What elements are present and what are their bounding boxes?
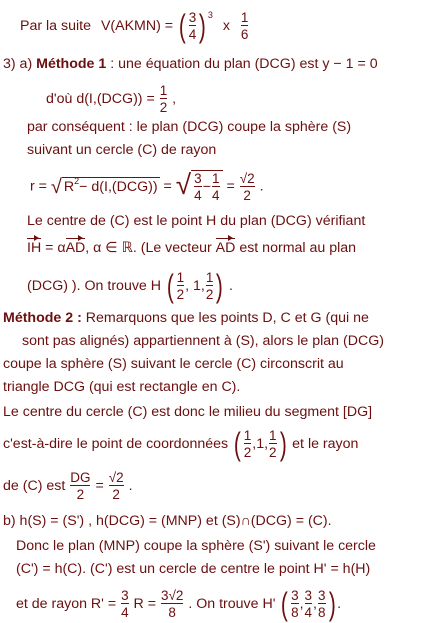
line-04: par conséquent : le plan (DCG) coupe la sphère (S) [27,119,352,135]
text: d'où d(I,(DCG)) = [46,90,155,107]
vector-ih: IH [27,240,42,256]
vector-ad: AD [65,240,86,256]
fraction: $\frac{√2}{2}$ [239,170,255,203]
fraction: $\frac{√2}{2}$ [108,470,124,502]
vector-ad: AD [215,240,236,256]
text: Remarquons que les points D, C et G (qui ne [81,310,369,326]
text: et de rayon R' = [16,595,117,612]
line-19: (C') = h(C). (C') est un cercle de centre le point H' = h(H) [16,561,371,577]
text: , [172,90,177,107]
text: est normal au plan [235,240,357,256]
text: c'est-à-dire le point de coordonnées [3,435,229,452]
text: : une équation du plan (DCG) est y − 1 = 0 [106,56,378,72]
fraction: $\frac{1}{2}$ [159,83,168,115]
text: . [128,477,133,494]
text: = α [41,240,66,256]
text: R = [133,595,157,612]
line-06 [30,170,264,203]
line-11: sont pas alignés) appartiennent à (S), alors le plan (DCG) [22,333,384,349]
times-sign: x [222,17,230,34]
fraction: $\frac{3}{4}$ [121,588,129,620]
paren-group: ( $\frac{1}{2}$ , 1, $\frac{1}{2}$ ) [166,268,224,304]
text: . [225,277,233,294]
line-10 [3,310,369,326]
fraction: $\frac{DG}{2}$ [70,470,91,502]
line-05: suivant un cercle (C) de rayon [27,142,217,158]
paren-group: ( $\frac{3}{4}$ ) [178,8,206,44]
text: , α ∈ ℝ. (Le vecteur [85,240,216,256]
fraction: $\frac{1}{6}$ [240,10,249,42]
line-18: Donc le plan (MNP) coupe la sphère (S') suivant le cercle [16,538,376,554]
line-02 [3,56,378,72]
text: 3) a) [3,56,37,72]
text: = [95,477,104,494]
text: Par la suite [20,17,91,34]
square-root: √ $\frac{3}{4}$ − $\frac{1}{4}$ [176,170,223,203]
paren-group: ( $\frac{1}{2}$ , 1 , $\frac{1}{2}$ ) [233,426,287,462]
line-01 [20,10,249,42]
line-08 [27,240,356,256]
line-07: Le centre de (C) est le point H du plan (DCG) vérifiant [27,213,366,229]
text: = [163,178,172,195]
heading-methode-1: Méthode 1 [36,56,107,72]
line-20 [16,588,341,620]
text: (DCG) ). On trouve H [27,277,162,294]
fraction: $\frac{3√2}{8}$ [160,588,184,620]
line-16 [3,470,133,502]
line-14: Le centre du cercle (C) est donc le milieu du segment [DG] [3,404,373,420]
text: et le rayon [292,435,359,452]
exponent: 3 [207,10,213,21]
heading-methode-2: Méthode 2 : [3,310,82,326]
line-12: coupe la sphère (S) suivant le cercle (C) circonscrit au [3,356,344,372]
text: r = [30,178,47,195]
text: . [337,595,342,612]
text: V(AKMN) = [100,17,174,34]
line-17: b) h(S) = (S') , h(DCG) = (MNP) et (S)∩(DCG) = (C). [3,513,332,529]
text: de (C) est [3,477,70,494]
line-03 [46,83,176,115]
text: = [226,178,235,195]
text: . On trouve H' [188,595,276,612]
line-13: triangle DCG (qui est rectangle en C). [3,379,241,395]
line-09 [27,270,233,302]
square-root: √ R 2 − d(I,(DCG)) [50,175,158,198]
paren-group: ( $\frac{3}{8}$ , $\frac{3}{4}$ , $\frac{3}{8}$ ) [281,586,336,622]
line-15 [3,428,358,460]
text: . [259,178,264,195]
